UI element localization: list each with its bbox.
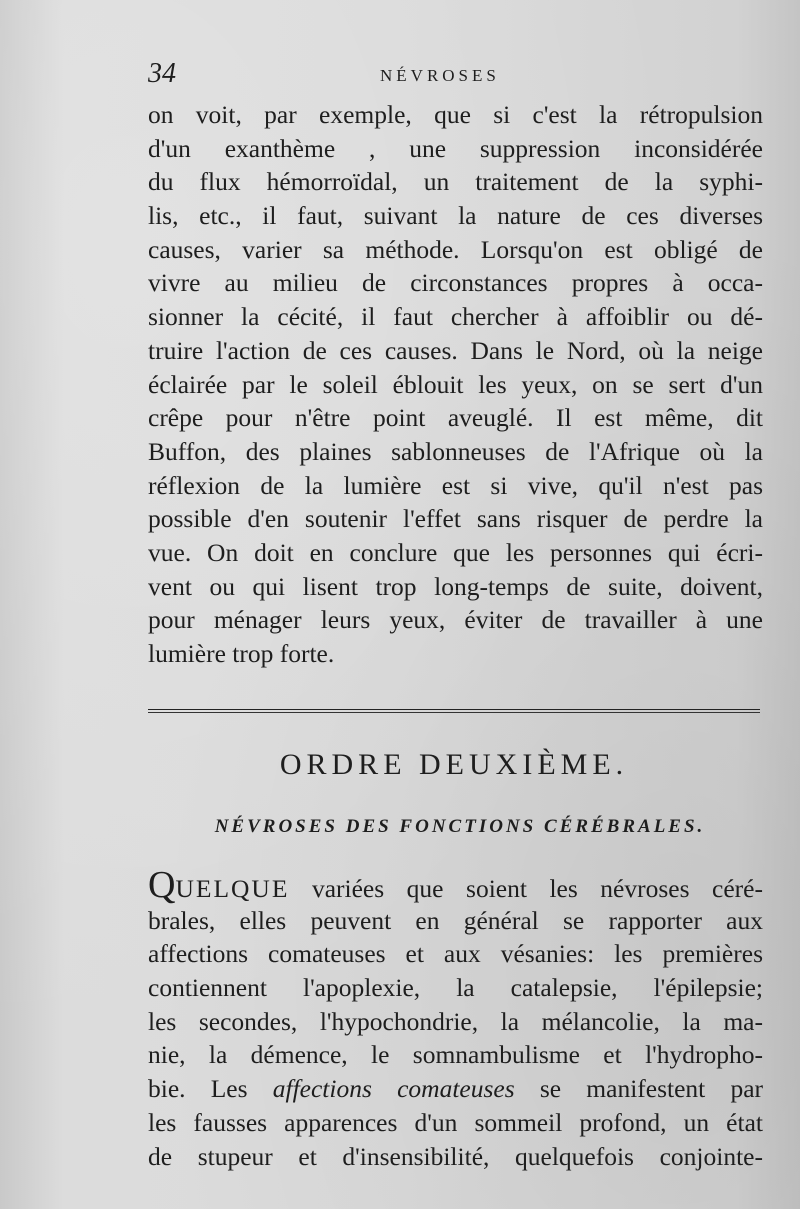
text-line: on voit, par exemple, que si c'est la rétropulsion (148, 100, 763, 129)
top-paragraph (148, 98, 763, 671)
text-line: causes, varier sa méthode. Lorsqu'on est obligé de (148, 234, 763, 264)
text-line: brales, elles peuvent en général se rapporter aux (148, 905, 763, 935)
page-number: 34 (148, 58, 176, 89)
text-line: vivre au milieu de circonstances propres à occa- (148, 268, 763, 298)
text-line-emphasis (148, 1072, 763, 1106)
bottom-paragraph (148, 864, 764, 1173)
text-line: lis, etc., il faut, suivant la nature de ces diverses (148, 201, 763, 231)
text-line: éclairée par le soleil éblouit les yeux, on se sert d'un (148, 369, 763, 399)
page-header (148, 58, 748, 98)
order-title: ORDRE DEUXIÈME. (279, 748, 629, 781)
text-line: du flux hémorroïdal, un traitement de la syphi- (148, 167, 763, 197)
text-span: variées que soient les névroses céré- (289, 874, 763, 903)
text-line: crêpe pour n'être point aveuglé. Il est même, dit (148, 403, 763, 433)
text-line: Buffon, des plaines sablonneuses de l'Afrique où la (148, 436, 763, 466)
italic-term: affections comateuses (272, 1074, 515, 1104)
text-line: nie, la démence, le somnambulisme et l'hydropho- (148, 1040, 763, 1070)
section-divider-rule (148, 709, 760, 713)
running-head: NÉVROSES (380, 66, 500, 85)
text-span: se manifestent par (514, 1074, 764, 1104)
text-line: les fausses apparences d'un sommeil profond, un état (148, 1107, 763, 1137)
text-span: bie. Les (148, 1074, 273, 1104)
text-line: de stupeur et d'insensibilité, quelquefois conjointe- (148, 1141, 763, 1171)
small-caps-word: UELQUE (175, 874, 290, 903)
text-line: pour ménager leurs yeux, éviter de travailler à une (148, 605, 763, 635)
text-line: truire l'action de ces causes. Dans le Nord, où la neige (148, 335, 763, 365)
text-line: vue. On doit en conclure que les personnes qui écri- (148, 537, 763, 567)
text-line: vent ou qui lisent trop long-temps de suite, doivent, (148, 571, 763, 601)
text-line: d'un exanthème , une suppression inconsidérée (148, 133, 763, 163)
text-line: possible d'en soutenir l'effet sans risquer de perdre la (148, 504, 763, 534)
section-title: NÉVROSES DES FONCTIONS CÉRÉBRALES. (214, 816, 706, 837)
text-line-first (148, 864, 763, 906)
text-line: sionner la cécité, il faut chercher à affoiblir ou dé- (148, 302, 763, 332)
text-line: réflexion de la lumière est si vive, qu'il n'est pas (148, 470, 763, 500)
text-line: lumière trop forte. (148, 639, 335, 668)
text-line: affections comateuses et aux vésanies: les premières (148, 939, 763, 969)
text-line: contiennent l'apoplexie, la catalepsie, l'épilepsie; (148, 973, 763, 1003)
text-line: les secondes, l'hypochondrie, la mélancolie, la ma- (148, 1006, 763, 1036)
drop-cap: Q (148, 864, 176, 906)
